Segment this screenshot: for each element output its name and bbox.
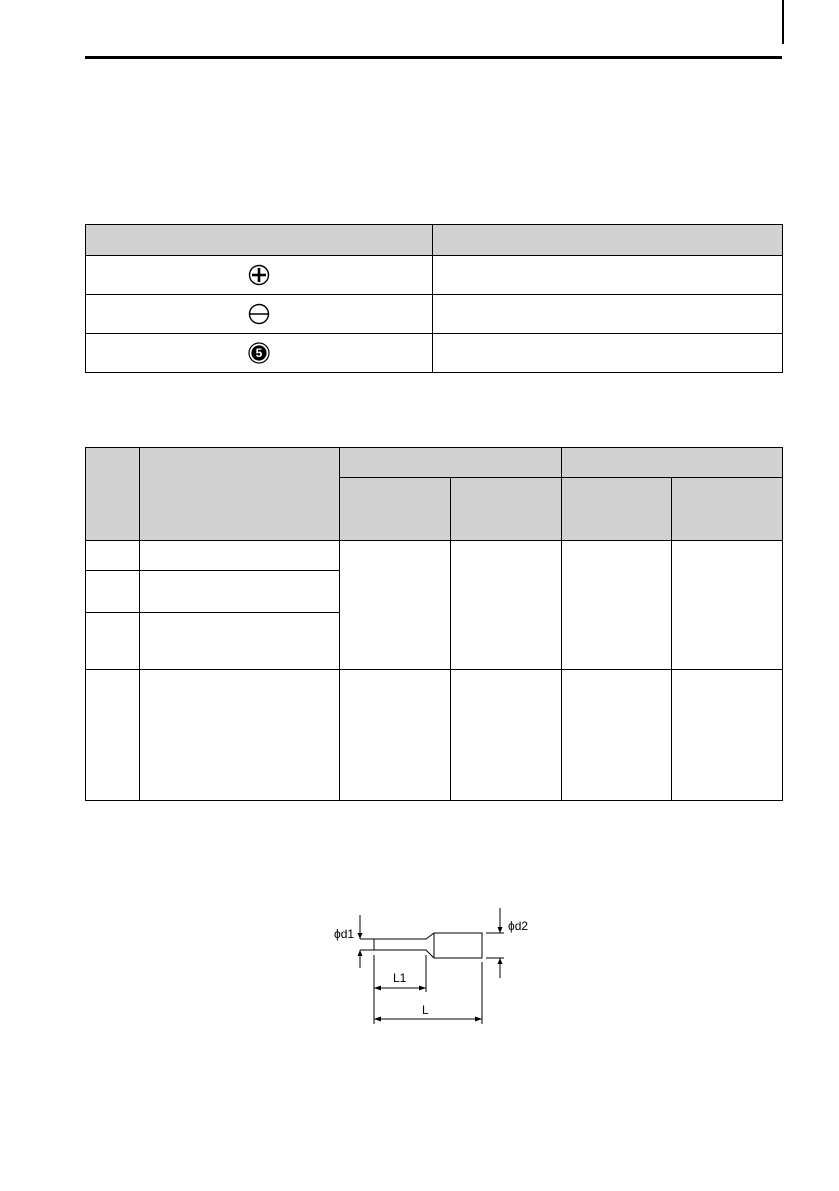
table-cell [451,670,562,801]
phillips-icon [248,264,270,286]
l1-label: L1 [393,971,407,985]
l1-arrowhead-right [419,986,426,991]
screwdriver-symbol-table [85,224,783,373]
symbol-cell [86,334,433,373]
description-cell [433,295,783,334]
table-header-cell [451,478,562,541]
d2-label: ϕd2 [508,919,529,933]
symbol-cell [86,295,433,334]
d2-arrowhead-bottom [498,958,503,964]
table-cell [86,541,140,571]
symbol-cell [86,256,433,295]
d1-arrowhead-bottom [358,950,363,956]
table-header-cell [86,448,140,541]
description-cell [433,334,783,373]
circled-5-label: 5 [255,346,263,361]
table-cell [140,613,340,670]
table-cell [86,613,140,670]
table-header-cell [562,478,672,541]
d2-arrowhead-top [498,927,503,933]
circled-5-icon [248,342,270,364]
table-header-cell [140,448,340,541]
table-cell [340,670,451,801]
l1-arrowhead-left [374,986,381,991]
ferrule-outline [374,933,482,958]
table-cell [340,541,451,670]
d1-arrowhead-top [358,933,363,939]
table-cell [86,670,140,801]
table-header-row [86,448,783,478]
table-row [86,256,783,295]
header-rule [85,56,782,59]
table-cell [140,670,340,801]
ferrule-dimension-diagram [330,900,550,1030]
page-edge-mark [782,0,784,44]
d1-label: ϕd1 [334,927,355,941]
table-cell [140,571,340,613]
table-header-cell [86,225,433,256]
table-header-cell [340,448,562,478]
table-header-cell [433,225,783,256]
table-cell [562,541,672,670]
table-cell [562,670,672,801]
table-row [86,541,783,571]
l-arrowhead-left [374,1017,381,1022]
table-cell [451,541,562,670]
table-row [86,334,783,373]
table-header-cell [672,478,783,541]
table-row [86,295,783,334]
table-header-row [86,225,783,256]
table-header-cell [562,448,783,478]
l-arrowhead-right [475,1017,482,1022]
l-label: L [422,1003,429,1017]
table-cell [140,541,340,571]
table-header-cell [340,478,451,541]
table-cell [672,541,783,670]
table-cell [672,670,783,801]
description-cell [433,256,783,295]
table-row [86,670,783,801]
specification-table [85,447,783,801]
table-cell [86,571,140,613]
slotted-icon [248,303,270,325]
